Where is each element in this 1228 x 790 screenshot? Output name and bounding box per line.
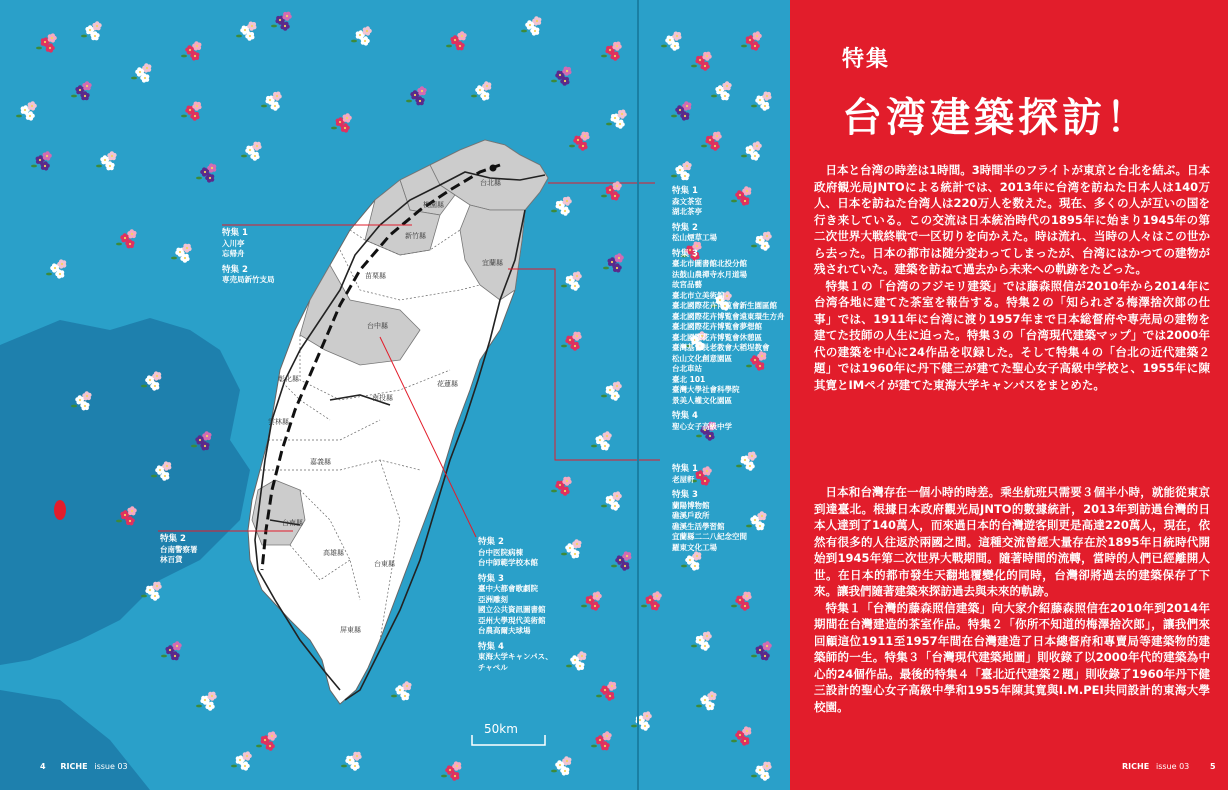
annotation-heading: 特集 2 bbox=[478, 537, 504, 547]
flower-cluster-icon bbox=[196, 692, 217, 711]
annotation-item: 臺中大都會歌劇院 bbox=[478, 584, 538, 593]
flower-cluster-icon bbox=[741, 31, 762, 50]
flower-cluster-icon bbox=[551, 477, 572, 496]
annotation-item: 國立公共資訊圖書館 bbox=[478, 605, 546, 614]
annotation-heading: 特集 3 bbox=[672, 248, 698, 259]
annotation-item: 台中医院病棟 bbox=[478, 547, 523, 557]
map-label-chiayi: 嘉義縣 bbox=[310, 458, 331, 466]
paragraph: 日本と台湾の時差は1時間。3時間半のフライトが東京と台北を結ぶ。日本政府観光局JNTOによる統計では、2013年に台湾を訪ねた日本人は140万人、日本を訪ねた台湾人は220万人を数えた。現在、多くの人が互いの国を行き来している。この交流は日本統治時代の1895年に始まり1945年の第二次世界大戦終戦で一区切りを向かえた。時は流れ、当時の人々はこの世から去った。日本の都市は随分変わってしまったが、台湾にはかつての建物が残されていた。建築を訪ねて過去から未来への軌跡をたどった。 bbox=[814, 163, 1210, 276]
article-page bbox=[790, 0, 1228, 790]
annotation-item: 台農高爾夫球場 bbox=[478, 626, 531, 635]
flower-cluster-icon bbox=[521, 16, 541, 35]
flower-cluster-icon bbox=[691, 52, 712, 71]
annotation-item: 臺灣基督長老教會大稻埕教會 bbox=[672, 343, 770, 352]
flower-cluster-icon bbox=[241, 142, 262, 161]
map-label-miaoli: 苗栗縣 bbox=[365, 272, 386, 280]
flower-cluster-icon bbox=[751, 762, 772, 781]
flower-cluster-icon bbox=[751, 92, 772, 111]
flower-cluster-icon bbox=[701, 132, 722, 151]
flower-cluster-icon bbox=[601, 381, 622, 400]
annotation-heading: 特集 1 bbox=[222, 228, 248, 238]
map-label-yilan: 宜蘭縣 bbox=[482, 259, 503, 267]
map-label-yunlin: 雲林縣 bbox=[268, 418, 289, 426]
magazine-name-right: RICHE bbox=[1122, 762, 1150, 771]
annotation-item: 松山煙草工場 bbox=[672, 233, 717, 242]
flower-cluster-icon bbox=[171, 244, 192, 263]
folio-left bbox=[40, 762, 128, 771]
annotation-item: 老屋軒 bbox=[672, 474, 695, 484]
flower-cluster-icon bbox=[471, 81, 491, 100]
flower-cluster-icon bbox=[711, 81, 732, 100]
flower-cluster-icon bbox=[351, 26, 372, 45]
scale-bar-label: 50km bbox=[484, 722, 518, 736]
flower-cluster-icon bbox=[746, 511, 767, 530]
annotation-heading: 特集 2 bbox=[222, 264, 248, 275]
flower-cluster-icon bbox=[551, 66, 572, 85]
annotation-taipei bbox=[672, 186, 785, 432]
annotation-item: 亞州大學現代美術館 bbox=[478, 615, 546, 625]
flower-cluster-icon bbox=[561, 539, 582, 558]
annotation-taichung bbox=[478, 537, 553, 673]
flower-cluster-icon bbox=[691, 631, 712, 650]
paragraph: 特集１「台灣的藤森照信建築」向大家介紹藤森照信在2010年到2014年期間在台灣建造的茶室作品。特集２「你所不知道的梅澤捨次郎」，讓我們來回顧這位1911至1957年間在台灣建造了日本總督府和專賣局等建築物的建築師的一生。特集３「台灣現代建築地圖」則收錄了以2000年代的建築為中心的24個作品。最後的特集４「臺北近代建築２題」則收錄了1960年丹下健三設計的聖心女子高級中學和1955年陳其寬與I.M.PEI共同設計的東海大學校園。 bbox=[814, 600, 1210, 714]
flower-cluster-icon bbox=[591, 431, 612, 450]
flower-cluster-icon bbox=[236, 21, 256, 40]
flower-cluster-icon bbox=[391, 681, 412, 700]
flower-cluster-icon bbox=[31, 151, 52, 170]
flower-cluster-icon bbox=[46, 259, 66, 278]
annotation-item: 臺北市圖書館北投分館 bbox=[672, 259, 747, 268]
page-gutter bbox=[637, 0, 639, 790]
scale-bar bbox=[472, 735, 545, 745]
annotation-item: 東海大学キャンパス、 bbox=[478, 652, 553, 661]
body-text-chinese bbox=[814, 484, 1210, 715]
flower-cluster-icon bbox=[116, 229, 137, 248]
flower-cluster-icon bbox=[271, 12, 292, 31]
flower-cluster-icon bbox=[603, 253, 624, 272]
flower-cluster-icon bbox=[16, 101, 37, 120]
annotation-item: 湖北茶亭 bbox=[672, 207, 702, 216]
flower-cluster-icon bbox=[561, 332, 582, 351]
flower-cluster-icon bbox=[596, 681, 616, 700]
annotation-heading: 特集 4 bbox=[478, 641, 504, 652]
flower-cluster-icon bbox=[71, 81, 92, 100]
flower-cluster-icon bbox=[631, 711, 652, 730]
annotation-item: 台北車站 bbox=[672, 364, 702, 373]
magazine-name-left: RICHE bbox=[60, 762, 88, 771]
annotation-item: 忘帰舟 bbox=[222, 249, 245, 258]
annotation-item: 台中師範学校本館 bbox=[478, 558, 538, 567]
flower-cluster-icon bbox=[581, 591, 602, 610]
annotation-heading: 特集 2 bbox=[160, 534, 186, 544]
map-label-hsinchu: 新竹縣 bbox=[405, 232, 426, 240]
issue-left: issue 03 bbox=[94, 762, 128, 771]
flower-cluster-icon bbox=[96, 151, 117, 170]
flower-cluster-icon bbox=[611, 551, 631, 570]
annotation-item: 臺北國際花卉博覧會夢想館 bbox=[672, 322, 762, 331]
flower-cluster-icon bbox=[591, 731, 612, 750]
issue-right: issue 03 bbox=[1155, 762, 1190, 771]
flower-cluster-icon bbox=[671, 161, 692, 180]
flower-cluster-icon bbox=[661, 31, 682, 50]
map-label-taoyuan: 桃園縣 bbox=[423, 201, 444, 209]
annotation-item: 聖心女子高級中学 bbox=[672, 421, 732, 431]
feature-kicker: 特集 bbox=[842, 47, 891, 72]
flower-cluster-icon bbox=[681, 551, 701, 570]
flower-cluster-icon bbox=[561, 271, 582, 290]
map-label-kaohsiung: 高雄縣 bbox=[323, 549, 344, 557]
annotation-item: 臺北國際花卉博覧會遠東環生方舟 bbox=[672, 311, 785, 321]
flower-cluster-icon bbox=[231, 751, 252, 770]
annotation-tainan bbox=[160, 534, 198, 566]
annotation-item: 礁溪戶政所 bbox=[672, 511, 710, 520]
penghu-island bbox=[54, 500, 66, 520]
body-text-japanese bbox=[814, 162, 1210, 393]
annotation-item: 礁溪生活學習館 bbox=[672, 521, 725, 531]
annotation-item: 臺北國際花卉博覧會新生園區館 bbox=[672, 301, 777, 310]
flower-cluster-icon bbox=[569, 132, 590, 151]
flower-cluster-icon bbox=[196, 163, 216, 182]
annotation-item: 松山文化創意園區 bbox=[672, 353, 732, 363]
annotation-item: 羅東文化工場 bbox=[672, 542, 717, 552]
island-landmass bbox=[0, 690, 150, 790]
annotation-item: 故宮品藝 bbox=[672, 280, 702, 289]
annotation-item: 森文茶室 bbox=[672, 196, 702, 206]
article-title: 台湾建築探訪！ bbox=[842, 95, 1150, 141]
flower-cluster-icon bbox=[551, 756, 571, 775]
flower-cluster-icon bbox=[566, 651, 586, 670]
paragraph: 日本和台灣存在一個小時的時差。乘坐航班只需要３個半小時，就能從東京到達臺北。根據日本政府觀光局JNTO的數據統計，2013年到訪過台灣的日本人達到了140萬人，而來過日本的台灣遊客則更是高達220萬人，現在，依然有很多的人往返於兩國之間。這種交流曾經大量存在於1895年日統時代開始到1945年第二次世界大戰期間。隨著時間的流轉，當時的人們已經離開人世。在日本的都市發生天翻地覆變化的同時，台灣卻將過去的建築保存了下來。讓我們隨著建築來探訪過去與未來的軌跡。 bbox=[814, 485, 1210, 598]
flower-cluster-icon bbox=[181, 41, 201, 60]
flower-cluster-icon bbox=[601, 491, 622, 510]
annotation-item: 臺北 101 bbox=[672, 374, 706, 384]
flower-cluster-icon bbox=[36, 33, 57, 52]
annotation-item: 蘭陽博物館 bbox=[672, 500, 710, 510]
annotation-heading: 特集 4 bbox=[672, 411, 698, 421]
flower-cluster-icon bbox=[256, 731, 277, 750]
flower-cluster-icon bbox=[641, 591, 662, 610]
flower-cluster-icon bbox=[441, 761, 461, 780]
map-label-taipei: 台北縣 bbox=[480, 179, 501, 187]
annotation-heading: 特集 2 bbox=[672, 222, 698, 233]
map-label-hualien: 花蓮縣 bbox=[437, 380, 458, 388]
annotation-yilan bbox=[672, 464, 747, 553]
annotation-item: 宜蘭縣二二八紀念空間 bbox=[672, 532, 747, 541]
annotation-heading: 特集 3 bbox=[672, 490, 698, 500]
paragraph: 特集１の「台湾のフジモリ建築」では藤森照信が2010年から2014年に台湾各地に建てた茶室を報告する。特集２の「知られざる梅澤捨次郎の仕事」では、1911年に台湾に渡り1957年まで日本総督府や専売局の建物を建てた技師の人生に迫った。特集３の「台湾現代建築マップ」では2000年代の建築を中心に24作品を収録した。そして特集４の「台北の近代建築２題」では1960年に丹下健三が建てた聖心女子高級中学校と、1955年に陳其寛とIMペイが建てた東海大学キャンパスをまとめた。 bbox=[814, 278, 1210, 392]
flower-cluster-icon bbox=[551, 196, 572, 215]
flower-cluster-icon bbox=[696, 691, 717, 710]
map-label-pingtung: 屏東縣 bbox=[340, 626, 361, 634]
map-label-changhua: 彰化縣 bbox=[278, 375, 299, 383]
flower-cluster-icon bbox=[731, 592, 752, 611]
annotation-item: チャペル bbox=[478, 662, 508, 672]
annotation-item: 景美人權文化園區 bbox=[672, 395, 732, 405]
flower-cluster-icon bbox=[81, 21, 102, 40]
taipei-station-dot bbox=[490, 165, 497, 172]
flower-cluster-icon bbox=[341, 752, 362, 771]
annotation-heading: 特集 1 bbox=[672, 464, 698, 474]
map-label-taichung: 台中縣 bbox=[367, 322, 388, 330]
folio-right bbox=[1122, 762, 1216, 771]
annotation-heading: 特集 3 bbox=[478, 573, 504, 584]
annotation-item: 台南警察署 bbox=[160, 544, 198, 554]
page-number-left: 4 bbox=[40, 762, 46, 771]
annotation-item: 臺北市立美術館 bbox=[672, 290, 725, 300]
flower-cluster-icon bbox=[261, 92, 282, 111]
flower-cluster-icon bbox=[741, 141, 762, 160]
annotation-item: 亞洲雕刻 bbox=[478, 594, 508, 604]
annotation-item: 林百貨 bbox=[160, 555, 183, 564]
flower-cluster-icon bbox=[601, 181, 622, 200]
flower-cluster-icon bbox=[131, 63, 151, 82]
annotation-heading: 特集 1 bbox=[672, 186, 698, 196]
flower-cluster-icon bbox=[446, 31, 467, 50]
annotation-hsinchu bbox=[222, 228, 275, 286]
map-label-nantou: 南投縣 bbox=[372, 394, 393, 402]
annotation-item: 臺北國際花卉博覧會休憩區 bbox=[672, 332, 762, 342]
annotation-item: 法鼓山農禪寺水月道場 bbox=[672, 269, 747, 279]
annotation-item: 専売局新竹支局 bbox=[222, 275, 275, 284]
flower-cluster-icon bbox=[731, 726, 751, 745]
flower-cluster-icon bbox=[671, 101, 691, 120]
page-number-right: 5 bbox=[1210, 762, 1216, 771]
flower-cluster-icon bbox=[161, 641, 182, 660]
flower-cluster-icon bbox=[181, 102, 202, 121]
china-coast-landmass bbox=[0, 318, 250, 665]
map-label-tainan: 台南縣 bbox=[282, 519, 303, 527]
flower-cluster-icon bbox=[751, 641, 772, 660]
flower-cluster-icon bbox=[331, 113, 352, 132]
map-label-taitung: 台東縣 bbox=[374, 560, 395, 568]
flower-cluster-icon bbox=[601, 42, 622, 61]
annotation-item: 臺灣大學社會科學院 bbox=[672, 385, 740, 394]
annotation-item: 入川亭 bbox=[222, 238, 245, 248]
flower-cluster-icon bbox=[606, 109, 627, 128]
flower-cluster-icon bbox=[406, 86, 427, 105]
